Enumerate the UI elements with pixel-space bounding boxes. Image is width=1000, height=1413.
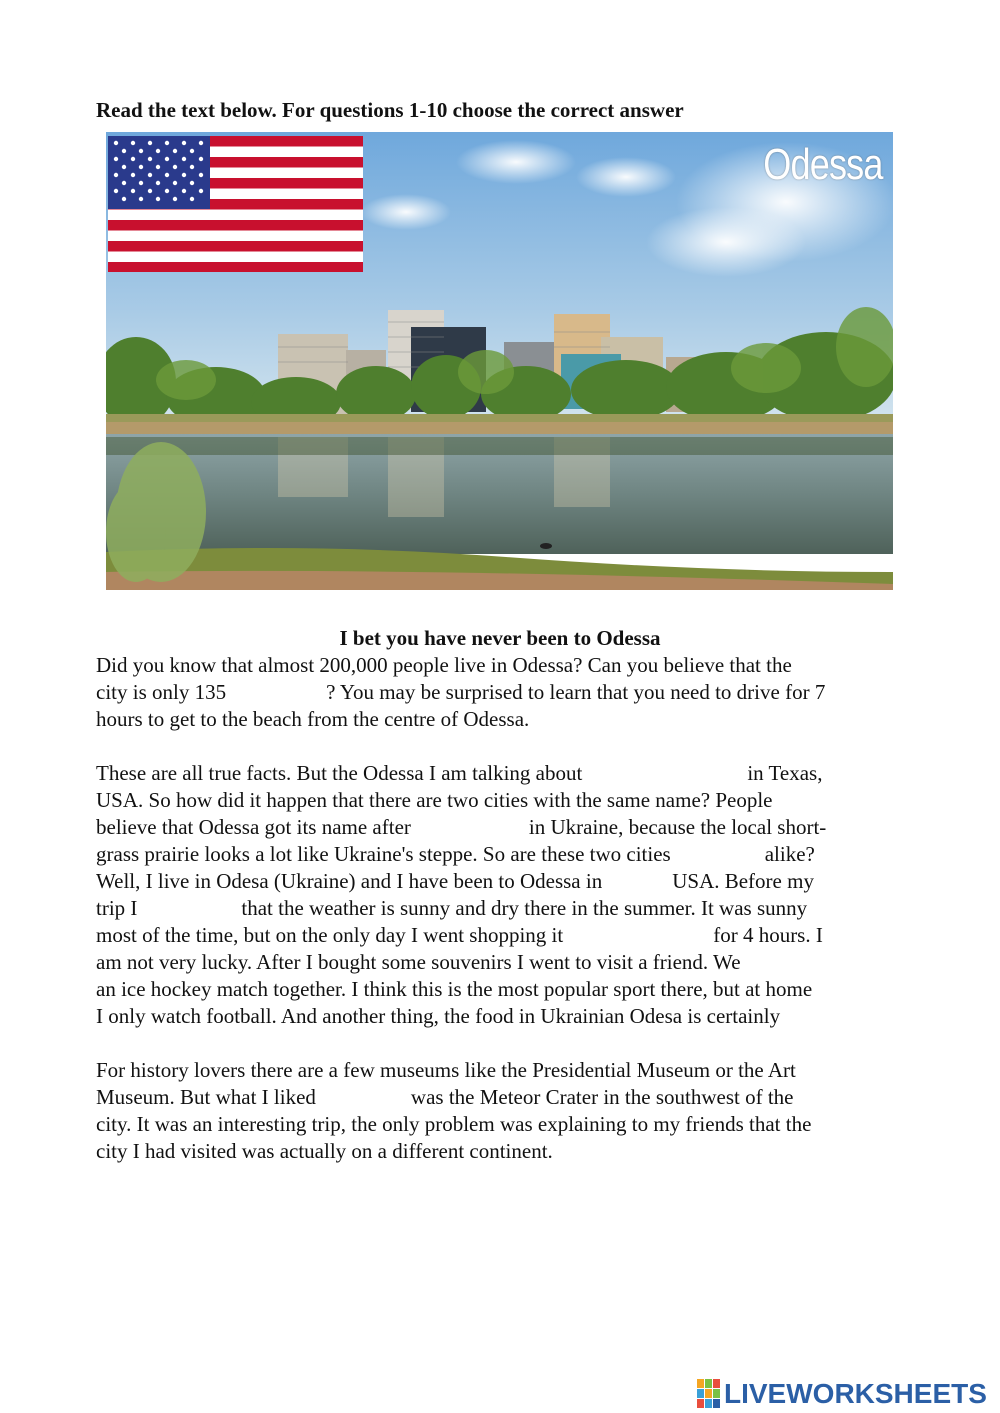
text-line: city I had visited was actually on a different continent. [96, 1139, 553, 1163]
us-flag-icon [108, 136, 363, 272]
liveworksheets-logo [697, 1376, 987, 1412]
text-line: an ice hockey match together. I think this is the most popular sport there, but at home [96, 977, 813, 1001]
text-line: most of the time, but on the only day I went shopping it for 4 hours. I [96, 923, 823, 947]
text-line: These are all true facts. But the Odessa I am talking about in Texas, [96, 761, 823, 785]
paragraph-3 [96, 1057, 916, 1165]
text-line: hours to get to the beach from the centre of Odessa. [96, 707, 530, 731]
paragraph-1 [96, 652, 916, 733]
text-line: city is only 135 ? You may be surprised to learn that you need to drive for 7 [96, 680, 826, 704]
odessa-photo [106, 132, 893, 590]
photo-city-label: Odessa [763, 140, 883, 189]
text-line: I only watch football. And another thing, the food in Ukrainian Odesa is certainly [96, 1004, 781, 1028]
article-title: I bet you have never been to Odessa [339, 626, 661, 650]
text-line: Well, I live in Odesa (Ukraine) and I have been to Odessa in USA. Before my [96, 869, 814, 893]
text-line: Did you know that almost 200,000 people live in Odessa? Can you believe that the [96, 653, 792, 677]
text-line: believe that Odessa got its name after in Ukraine, because the local short- [96, 815, 827, 839]
logo-text: LIVEWORKSHEETS [724, 1378, 987, 1409]
liveworksheets-logo-icon [697, 1379, 721, 1409]
text-line: grass prairie looks a lot like Ukraine's steppe. So are these two cities alike? [96, 842, 815, 866]
text-line: For history lovers there are a few museums like the Presidential Museum or the Art [96, 1058, 796, 1082]
text-line: trip I that the weather is sunny and dry there in the summer. It was sunny [96, 896, 808, 920]
instructions: Read the text below. For questions 1-10 choose the correct answer [96, 98, 684, 122]
text-line: am not very lucky. After I bought some souvenirs I went to visit a friend. We [96, 950, 741, 974]
text-line: city. It was an interesting trip, the only problem was explaining to my friends that the [96, 1112, 812, 1136]
text-line: Museum. But what I liked was the Meteor Crater in the southwest of the [96, 1085, 794, 1109]
text-line: USA. So how did it happen that there are two cities with the same name? People [96, 788, 773, 812]
paragraph-2 [96, 760, 916, 1030]
